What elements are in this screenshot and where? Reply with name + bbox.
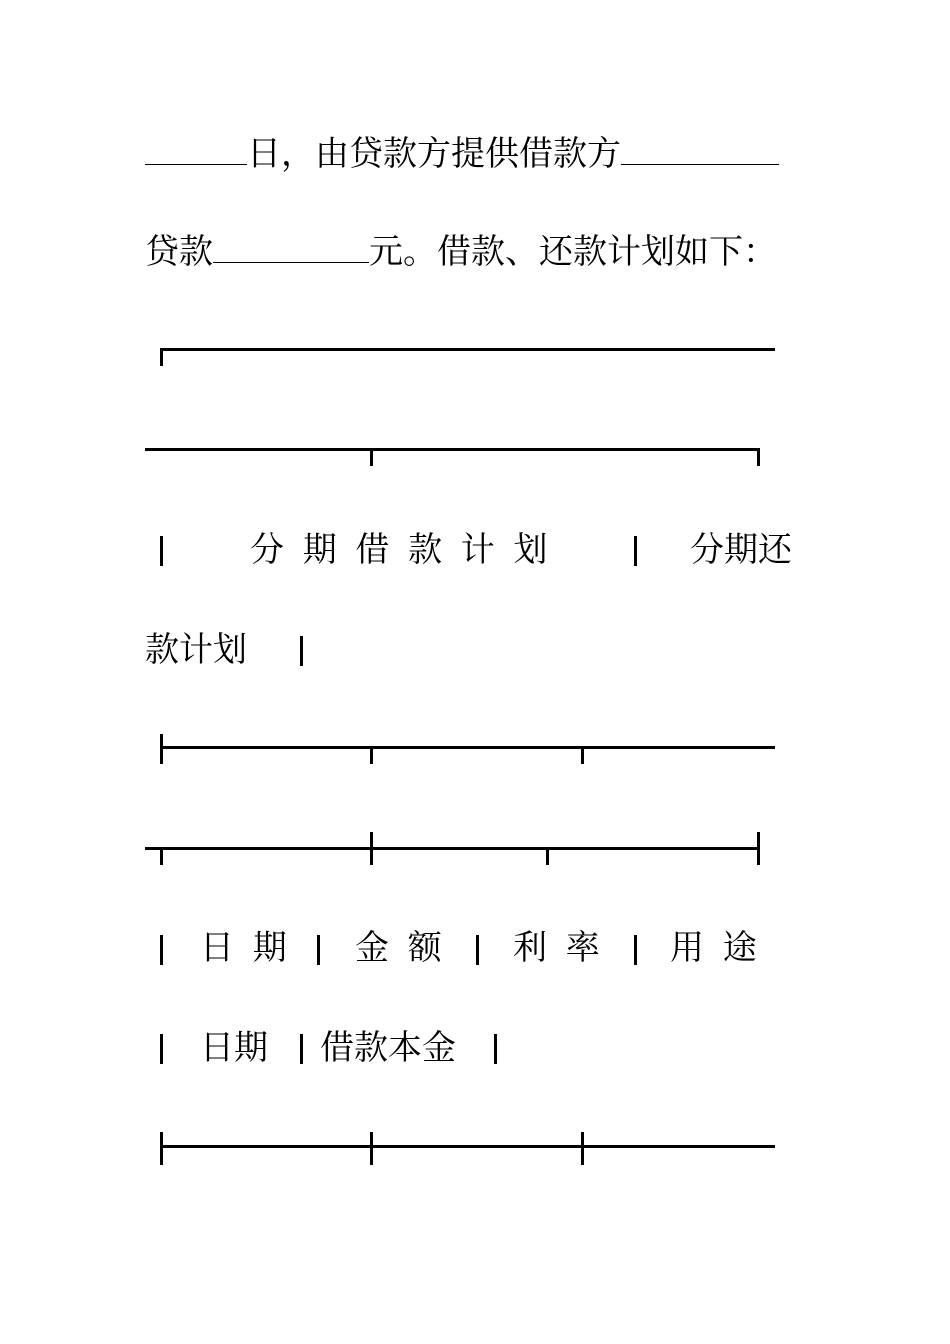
table-top-border bbox=[160, 348, 775, 351]
table-tick bbox=[581, 746, 584, 764]
table-tick bbox=[160, 734, 163, 764]
table-tick bbox=[370, 448, 373, 466]
table-pipe bbox=[300, 1034, 303, 1064]
table-tick bbox=[581, 1132, 584, 1165]
col-purpose: 用途 bbox=[670, 928, 776, 968]
table-corner-top-left bbox=[160, 348, 163, 366]
line1-text: 日，由贷款方提供借款方 bbox=[247, 134, 621, 174]
table-pipe bbox=[160, 536, 163, 566]
table-pipe bbox=[160, 935, 163, 965]
table-separator-continued bbox=[145, 847, 760, 850]
col-rate: 利率 bbox=[513, 928, 619, 968]
table-corner-top-right bbox=[757, 448, 760, 466]
paragraph-line-2 bbox=[145, 232, 777, 272]
paragraph-line-1 bbox=[145, 134, 779, 174]
table-tick bbox=[370, 746, 373, 764]
table-tick bbox=[160, 847, 163, 865]
header-installment-repay-plan-part2: 款计划 bbox=[145, 630, 247, 670]
header-installment-loan-plan: 分期借款计划 bbox=[250, 530, 567, 570]
amount-blank[interactable] bbox=[213, 232, 369, 263]
col-amount: 金额 bbox=[355, 928, 461, 968]
table-separator bbox=[160, 746, 775, 749]
table-top-border-continued bbox=[145, 448, 760, 451]
table-tick bbox=[370, 832, 373, 865]
table-bottom-separator bbox=[160, 1145, 775, 1148]
date-blank[interactable] bbox=[145, 134, 247, 165]
col-principal: 借款本金 bbox=[320, 1028, 456, 1068]
table-tick bbox=[370, 1132, 373, 1165]
header-installment-repay-plan-part1: 分期还 bbox=[690, 530, 792, 570]
col-repay-date: 日期 bbox=[200, 1028, 268, 1068]
table-pipe bbox=[634, 536, 637, 566]
borrower-blank[interactable] bbox=[621, 134, 779, 165]
table-tick bbox=[757, 832, 760, 865]
table-pipe bbox=[317, 935, 320, 965]
line2-suffix: 元。借款、还款计划如下： bbox=[369, 232, 777, 272]
table-pipe bbox=[476, 935, 479, 965]
line2-prefix: 贷款 bbox=[145, 232, 213, 272]
table-pipe bbox=[494, 1034, 497, 1064]
col-date: 日期 bbox=[200, 928, 306, 968]
table-pipe bbox=[634, 935, 637, 965]
table-pipe bbox=[300, 636, 303, 666]
table-tick bbox=[160, 1132, 163, 1165]
table-pipe bbox=[160, 1034, 163, 1064]
table-tick bbox=[546, 847, 549, 865]
